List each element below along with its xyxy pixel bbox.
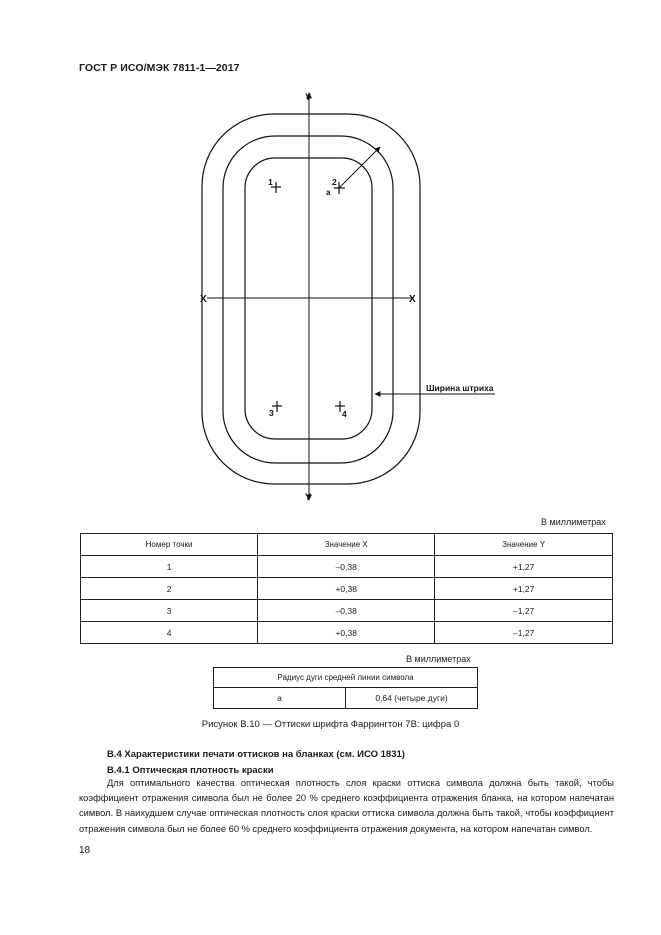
cell-x: +0,38 bbox=[258, 622, 435, 644]
cell-x: –0,38 bbox=[258, 600, 435, 622]
table1-units: В миллиметрах bbox=[541, 517, 606, 527]
table-row bbox=[214, 688, 478, 709]
points-table bbox=[80, 533, 613, 644]
cell-x: –0,38 bbox=[258, 556, 435, 578]
header-radius: Радиус дуги средней линии символа bbox=[214, 668, 478, 688]
radius-label: a bbox=[326, 188, 331, 197]
cell-y: +1,27 bbox=[435, 578, 613, 600]
header-y-value: Значение Y bbox=[435, 534, 613, 556]
point-label-2: 2 bbox=[332, 177, 337, 187]
header-point-number: Номер точки bbox=[81, 534, 258, 556]
radius-arrow bbox=[339, 147, 380, 188]
page-number: 18 bbox=[79, 845, 91, 856]
header-x-value: Значение X bbox=[258, 534, 435, 556]
table-header-row bbox=[214, 668, 478, 688]
cell-x: +0,38 bbox=[258, 578, 435, 600]
point-label-3: 3 bbox=[269, 408, 274, 418]
cell-point: 3 bbox=[81, 600, 258, 622]
section-title: В.4 Характеристики печати оттисков на бланках (см. ИСО 1831) bbox=[107, 749, 405, 760]
cell-symbol: a bbox=[214, 688, 346, 709]
table-row bbox=[81, 600, 613, 622]
table-row bbox=[81, 622, 613, 644]
cell-point: 4 bbox=[81, 622, 258, 644]
section-paragraph: Для оптимального качества оптическая плотность слоя краски оттиска символа должна быть такой, чтобы коэффициент отражения символа был не более 20 % среднего коэффициента отражения бланка, на котором напечатан символ. В наихудшем случае оптическая плотность слоя краски оттиска символа должна быть такой, чтобы коэффициент отражения символа был не более 60 % среднего коэффициента отражения документа, на котором напечатан символ. bbox=[79, 778, 614, 834]
axis-x-right-label: X bbox=[409, 294, 416, 305]
radius-table bbox=[213, 667, 478, 709]
table-row bbox=[81, 578, 613, 600]
subsection-title: В.4.1 Оптическая плотность краски bbox=[107, 765, 274, 776]
outer-contour bbox=[202, 114, 420, 484]
middle-contour bbox=[223, 136, 393, 463]
point-label-4: 4 bbox=[342, 409, 347, 419]
stroke-width-label: Ширина штриха bbox=[426, 383, 494, 393]
table-row bbox=[81, 556, 613, 578]
cell-point: 1 bbox=[81, 556, 258, 578]
document-header: ГОСТ Р ИСО/МЭК 7811-1—2017 bbox=[79, 62, 240, 74]
cell-point: 2 bbox=[81, 578, 258, 600]
cell-y: –1,27 bbox=[435, 622, 613, 644]
cell-y: –1,27 bbox=[435, 600, 613, 622]
table2-units: В миллиметрах bbox=[406, 654, 471, 664]
axis-y-top-label: Y bbox=[305, 92, 312, 102]
table-header-row bbox=[81, 534, 613, 556]
axis-x-left-label: X bbox=[200, 294, 207, 305]
axis-y-bottom-label: Y bbox=[305, 492, 312, 502]
cell-y: +1,27 bbox=[435, 556, 613, 578]
cell-value: 0,64 (четыре дуги) bbox=[346, 688, 478, 709]
point-label-1: 1 bbox=[268, 177, 273, 187]
figure-caption: Рисунок В.10 — Оттиски шрифта Фаррингтон 7В: цифра 0 bbox=[201, 719, 460, 730]
